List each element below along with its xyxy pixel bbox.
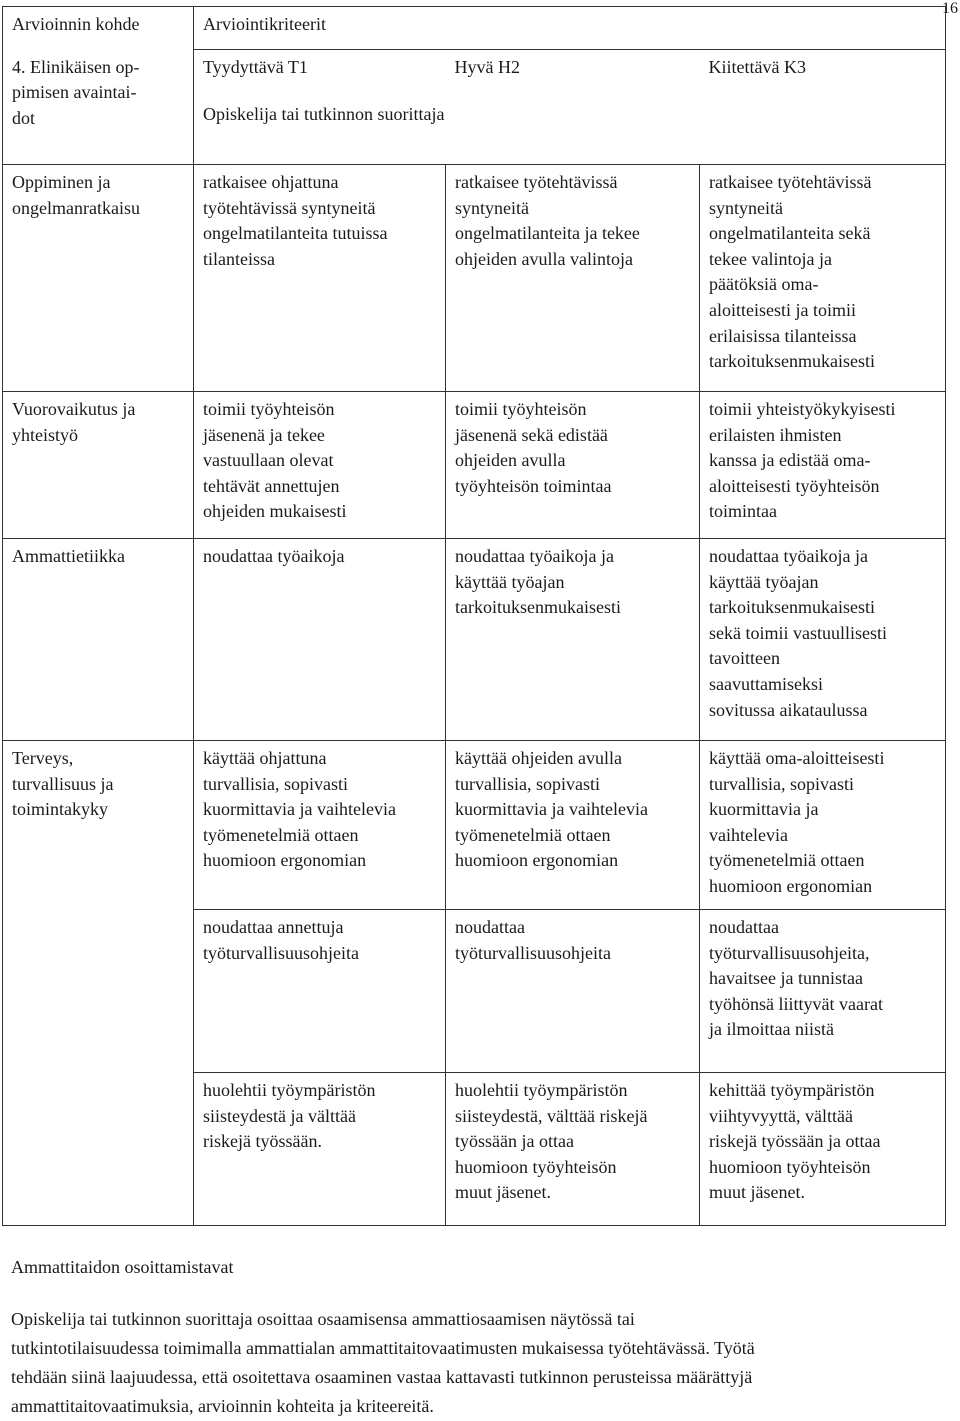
text-line: erilaisissa tilanteissa: [709, 325, 857, 346]
row-h2: [446, 910, 700, 1073]
demonstration-paragraph: [11, 1305, 946, 1421]
text-line: työmenetelmiä ottaen: [455, 824, 611, 845]
text-line: ja ilmoittaa niistä: [709, 1019, 834, 1040]
row-t1: [194, 165, 446, 392]
text-line: toimii työyhteisön: [455, 399, 587, 419]
table-row: [3, 392, 946, 539]
text-line: Opiskelija tai tutkinnon suorittaja osoittaa osaamisensa ammattiosaamisen näytössä tai: [11, 1309, 635, 1329]
row-t1: [194, 910, 446, 1073]
text-line: tehtävät annettujen: [203, 475, 340, 496]
text-line: turvallisia, sopivasti: [203, 773, 348, 794]
text-line: kuormittavia ja: [709, 799, 819, 820]
text-line: turvallisia, sopivasti: [455, 773, 600, 794]
level-k3: Kiitettävä K3: [700, 50, 946, 97]
text-line: ongelmanratkaisu: [12, 197, 140, 218]
text-line: ratkaisee ohjattuna: [203, 172, 339, 192]
text-line: sekä toimii vastuullisesti: [709, 622, 887, 643]
key-competences-label: [3, 50, 194, 165]
row-k3: [700, 539, 946, 741]
text-line: käyttää työajan: [455, 571, 565, 592]
text-line: toimintakyky: [12, 799, 108, 820]
row-k3: [700, 1073, 946, 1226]
criteria-table: [2, 6, 946, 1226]
text-line: noudattaa työaikoja ja: [455, 546, 614, 566]
text-line: kuormittavia ja vaihtelevia: [455, 799, 648, 820]
text-line: toimii yhteistyökykyisesti: [709, 399, 896, 419]
row-target: [3, 165, 194, 392]
text-line: havaitsee ja tunnistaa: [709, 968, 863, 989]
text-line: ohjeiden mukaisesti: [203, 501, 347, 522]
table-row: [3, 539, 946, 741]
text-line: siisteydestä ja välttää: [203, 1105, 356, 1126]
text-line: ratkaisee työtehtävissä: [455, 172, 618, 192]
text-line: tutkintotilaisuudessa toimimalla ammattialan ammattitaitovaatimusten mukaisessa työtehtävässä. Työtä: [11, 1338, 755, 1358]
row-k3: [700, 741, 946, 910]
text-line: kuormittavia ja vaihtelevia: [203, 799, 396, 820]
row-h2: [446, 392, 700, 539]
text-line: käyttää ohjattuna: [203, 748, 327, 768]
text-line: Ammattietiikka: [12, 546, 125, 566]
text-line: toimii työyhteisön: [203, 399, 335, 419]
text-line: tekee valintoja ja: [709, 248, 832, 269]
text-line: noudattaa työaikoja ja: [709, 546, 868, 566]
demonstration-heading: Ammattitaidon osoittamistavat: [11, 1257, 234, 1277]
text-line: yhteistyö: [12, 424, 78, 445]
row-h2: [446, 1073, 700, 1226]
text-line: jäsenenä sekä edistää: [455, 424, 608, 445]
table-row: [3, 165, 946, 392]
level-t1: Tyydyttävä T1: [194, 50, 446, 97]
table-header-row: [3, 7, 946, 50]
text-line: työturvallisuusohjeita: [455, 942, 611, 963]
text-line: aloitteisesti ja toimii: [709, 299, 856, 320]
header-criteria: Arviointikriteerit: [194, 7, 946, 50]
text-line: saavuttamiseksi: [709, 673, 823, 694]
text-line: huomioon ergonomian: [203, 850, 367, 871]
row-t1: [194, 539, 446, 741]
text-line: muut jäsenet.: [709, 1182, 805, 1203]
row-t1: [194, 741, 446, 910]
row-h2: [446, 539, 700, 741]
text-line: työssään ja ottaa: [455, 1131, 574, 1152]
text-line: muut jäsenet.: [455, 1182, 551, 1203]
text-line: noudattaa annettuja: [203, 917, 344, 937]
text-line: ongelmatilanteita sekä: [709, 223, 871, 244]
text-line: tehdään siinä laajuudessa, että osoitettava osaaminen vastaa kattavasti tutkinnon perusteissa määrättyjä: [11, 1367, 753, 1387]
row-k3: [700, 392, 946, 539]
text-line: huolehtii työympäristön: [203, 1080, 376, 1100]
page-number: 16: [942, 0, 958, 17]
text-line: Terveys,: [12, 748, 74, 768]
text-line: työyhteisön toimintaa: [455, 475, 612, 496]
text-line: tilanteissa: [203, 248, 275, 269]
text-line: syntyneitä: [455, 197, 529, 218]
table-row: [3, 741, 946, 910]
text-line: erilaisten ihmisten: [709, 424, 842, 445]
text-line: päätöksiä oma-: [709, 274, 819, 295]
text-line: vastuullaan olevat: [203, 450, 334, 471]
text-line: huomioon ergonomian: [709, 875, 873, 896]
text-line: viihtyvyyttä, välttää: [709, 1105, 853, 1126]
row-h2: [446, 165, 700, 392]
text-line: huomioon työyhteisön: [709, 1156, 871, 1177]
text-line: noudattaa työaikoja: [203, 546, 345, 566]
row-target: [3, 392, 194, 539]
text-line: käyttää työajan: [709, 571, 819, 592]
text-line: 4. Elinikäisen op-: [12, 56, 140, 77]
text-line: Vuorovaikutus ja: [12, 399, 136, 419]
subject-label: Opiskelija tai tutkinnon suorittaja: [194, 97, 946, 165]
row-target: [3, 539, 194, 741]
row-h2: [446, 741, 700, 910]
text-line: tarkoituksenmukaisesti: [455, 597, 621, 618]
text-line: tavoitteen: [709, 648, 780, 669]
text-line: turvallisuus ja: [12, 773, 114, 794]
header-target: Arvioinnin kohde: [3, 7, 194, 50]
text-line: tarkoituksenmukaisesti: [709, 351, 875, 372]
text-line: ohjeiden avulla valintoja: [455, 248, 633, 269]
row-k3: [700, 165, 946, 392]
text-line: työturvallisuusohjeita,: [709, 942, 870, 963]
row-t1: [194, 1073, 446, 1226]
text-line: työmenetelmiä ottaen: [709, 850, 865, 871]
text-line: Oppiminen ja: [12, 172, 111, 192]
text-line: riskejä työssään.: [203, 1131, 322, 1152]
text-line: huolehtii työympäristön: [455, 1080, 628, 1100]
text-line: tarkoituksenmukaisesti: [709, 597, 875, 618]
text-line: siisteydestä, välttää riskejä: [455, 1105, 648, 1126]
text-line: ongelmatilanteita tutuissa: [203, 223, 388, 244]
text-line: työmenetelmiä ottaen: [203, 824, 359, 845]
text-line: riskejä työssään ja ottaa: [709, 1131, 881, 1152]
level-h2: Hyvä H2: [446, 50, 700, 97]
text-line: ohjeiden avulla: [455, 450, 566, 471]
text-line: pimisen avaintai-: [12, 82, 137, 103]
row-target: [3, 741, 194, 1226]
text-line: syntyneitä: [709, 197, 783, 218]
text-line: turvallisia, sopivasti: [709, 773, 854, 794]
text-line: noudattaa: [455, 917, 525, 937]
text-line: huomioon ergonomian: [455, 850, 619, 871]
text-line: vaihtelevia: [709, 824, 788, 845]
text-line: käyttää oma-aloitteisesti: [709, 748, 885, 768]
text-line: sovitussa aikataulussa: [709, 699, 868, 720]
text-line: ammattitaitovaatimuksia, arvioinnin kohteita ja kriteereitä.: [11, 1396, 434, 1416]
text-line: aloitteisesti työyhteisön: [709, 475, 880, 496]
row-t1: [194, 392, 446, 539]
text-line: jäsenenä ja tekee: [203, 424, 325, 445]
text-line: toimintaa: [709, 501, 777, 522]
text-line: työtehtävissä syntyneitä: [203, 197, 376, 218]
text-line: työhönsä liittyvät vaarat: [709, 993, 883, 1014]
text-line: työturvallisuusohjeita: [203, 942, 359, 963]
text-line: ongelmatilanteita ja tekee: [455, 223, 640, 244]
text-line: huomioon työyhteisön: [455, 1156, 617, 1177]
text-line: käyttää ohjeiden avulla: [455, 748, 622, 768]
text-line: noudattaa: [709, 917, 779, 937]
text-line: kanssa ja edistää oma-: [709, 450, 871, 471]
text-line: dot: [12, 107, 36, 128]
row-k3: [700, 910, 946, 1073]
text-line: kehittää työympäristön: [709, 1080, 875, 1100]
levels-row: [3, 50, 946, 97]
text-line: ratkaisee työtehtävissä: [709, 172, 872, 192]
